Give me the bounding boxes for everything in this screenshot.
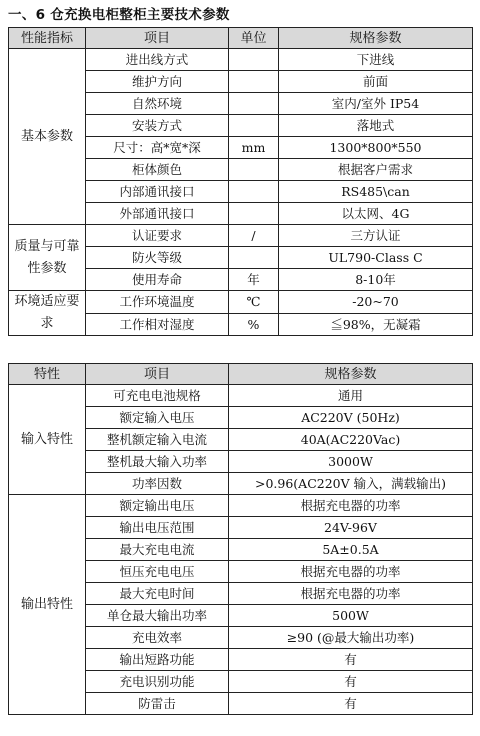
spec-cell: 1300*800*550 xyxy=(279,137,473,159)
spec-cell: 有 xyxy=(229,693,473,715)
spec-cell: 根据充电器的功率 xyxy=(229,583,473,605)
unit-cell xyxy=(229,203,279,225)
item-cell: 安装方式 xyxy=(86,115,229,137)
table-row xyxy=(9,291,473,314)
unit-cell: % xyxy=(229,313,279,336)
item-cell: 充电识别功能 xyxy=(86,671,229,693)
group-quality-reliability: 质量与可靠性参数 xyxy=(9,225,86,291)
item-cell: 防火等级 xyxy=(86,247,229,269)
group-input-characteristics: 输入特性 xyxy=(9,385,86,495)
spec-cell: 三方认证 xyxy=(279,225,473,247)
spec-cell: >0.96(AC220V 输入，满载输出) xyxy=(229,473,473,495)
item-cell: 功率因数 xyxy=(86,473,229,495)
spec-cell: 根据充电器的功率 xyxy=(229,561,473,583)
item-cell: 恒压充电电压 xyxy=(86,561,229,583)
item-cell: 自然环境 xyxy=(86,93,229,115)
spec-cell: 5A±0.5A xyxy=(229,539,473,561)
item-cell: 额定输入电压 xyxy=(86,407,229,429)
table-row xyxy=(9,49,473,71)
spec-cell: UL790-Class C xyxy=(279,247,473,269)
table-row xyxy=(9,385,473,407)
spec-cell: 下进线 xyxy=(279,49,473,71)
unit-cell: 年 xyxy=(229,269,279,291)
item-cell: 维护方向 xyxy=(86,71,229,93)
group-output-characteristics: 输出特性 xyxy=(9,495,86,715)
unit-cell xyxy=(229,115,279,137)
unit-cell: / xyxy=(229,225,279,247)
item-cell: 整机额定输入电流 xyxy=(86,429,229,451)
spec-cell: 前面 xyxy=(279,71,473,93)
spec-cell: 室内/室外 IP54 xyxy=(279,93,473,115)
spec-cell: 24V-96V xyxy=(229,517,473,539)
unit-cell xyxy=(229,49,279,71)
item-cell: 额定输出电压 xyxy=(86,495,229,517)
spec-cell: ≥90 (@最大输出功率) xyxy=(229,627,473,649)
item-cell: 工作环境温度 xyxy=(86,291,229,314)
col-header-spec: 规格参数 xyxy=(279,28,473,49)
spec-cell: -20~70 xyxy=(279,291,473,314)
spec-cell: 有 xyxy=(229,671,473,693)
group-environmental: 环境适应要求 xyxy=(9,291,86,336)
col-header-unit: 单位 xyxy=(229,28,279,49)
unit-cell xyxy=(229,159,279,181)
col-header-item: 项目 xyxy=(86,28,229,49)
unit-cell xyxy=(229,181,279,203)
item-cell: 进出线方式 xyxy=(86,49,229,71)
col-header-characteristic: 特性 xyxy=(9,364,86,385)
unit-cell xyxy=(229,71,279,93)
item-cell: 使用寿命 xyxy=(86,269,229,291)
col-header-spec: 规格参数 xyxy=(229,364,473,385)
item-cell: 可充电电池规格 xyxy=(86,385,229,407)
spec-cell: 8-10年 xyxy=(279,269,473,291)
item-cell: 最大充电时间 xyxy=(86,583,229,605)
table-header-row xyxy=(9,28,473,49)
spec-cell: 有 xyxy=(229,649,473,671)
table-row xyxy=(9,225,473,247)
spec-cell: ≦98%，无凝霜 xyxy=(279,313,473,336)
col-header-item: 项目 xyxy=(86,364,229,385)
item-cell: 柜体颜色 xyxy=(86,159,229,181)
item-cell: 认证要求 xyxy=(86,225,229,247)
document-title: 一、6 仓充换电柜整柜主要技术参数 xyxy=(8,7,230,23)
col-header-category: 性能指标 xyxy=(9,28,86,49)
unit-cell xyxy=(229,247,279,269)
item-cell: 尺寸：高*宽*深 xyxy=(86,137,229,159)
spec-cell: AC220V (50Hz) xyxy=(229,407,473,429)
unit-cell xyxy=(229,93,279,115)
item-cell: 最大充电电流 xyxy=(86,539,229,561)
spec-cell: 落地式 xyxy=(279,115,473,137)
item-cell: 工作相对湿度 xyxy=(86,313,229,336)
main-parameters-table xyxy=(8,27,473,336)
item-cell: 输出电压范围 xyxy=(86,517,229,539)
item-cell: 整机最大输入功率 xyxy=(86,451,229,473)
spec-cell: 500W xyxy=(229,605,473,627)
item-cell: 外部通讯接口 xyxy=(86,203,229,225)
item-cell: 输出短路功能 xyxy=(86,649,229,671)
spec-cell: 3000W xyxy=(229,451,473,473)
unit-cell: ℃ xyxy=(229,291,279,314)
spec-cell: 通用 xyxy=(229,385,473,407)
characteristics-table xyxy=(8,363,473,715)
table-row xyxy=(9,495,473,517)
table-header-row xyxy=(9,364,473,385)
group-basic-parameters: 基本参数 xyxy=(9,49,86,225)
item-cell: 充电效率 xyxy=(86,627,229,649)
spec-cell: 以太网、4G xyxy=(279,203,473,225)
spec-cell: 40A(AC220Vac) xyxy=(229,429,473,451)
item-cell: 内部通讯接口 xyxy=(86,181,229,203)
item-cell: 单仓最大输出功率 xyxy=(86,605,229,627)
spec-cell: RS485\can xyxy=(279,181,473,203)
spec-cell: 根据客户需求 xyxy=(279,159,473,181)
unit-cell: mm xyxy=(229,137,279,159)
spec-cell: 根据充电器的功率 xyxy=(229,495,473,517)
item-cell: 防雷击 xyxy=(86,693,229,715)
